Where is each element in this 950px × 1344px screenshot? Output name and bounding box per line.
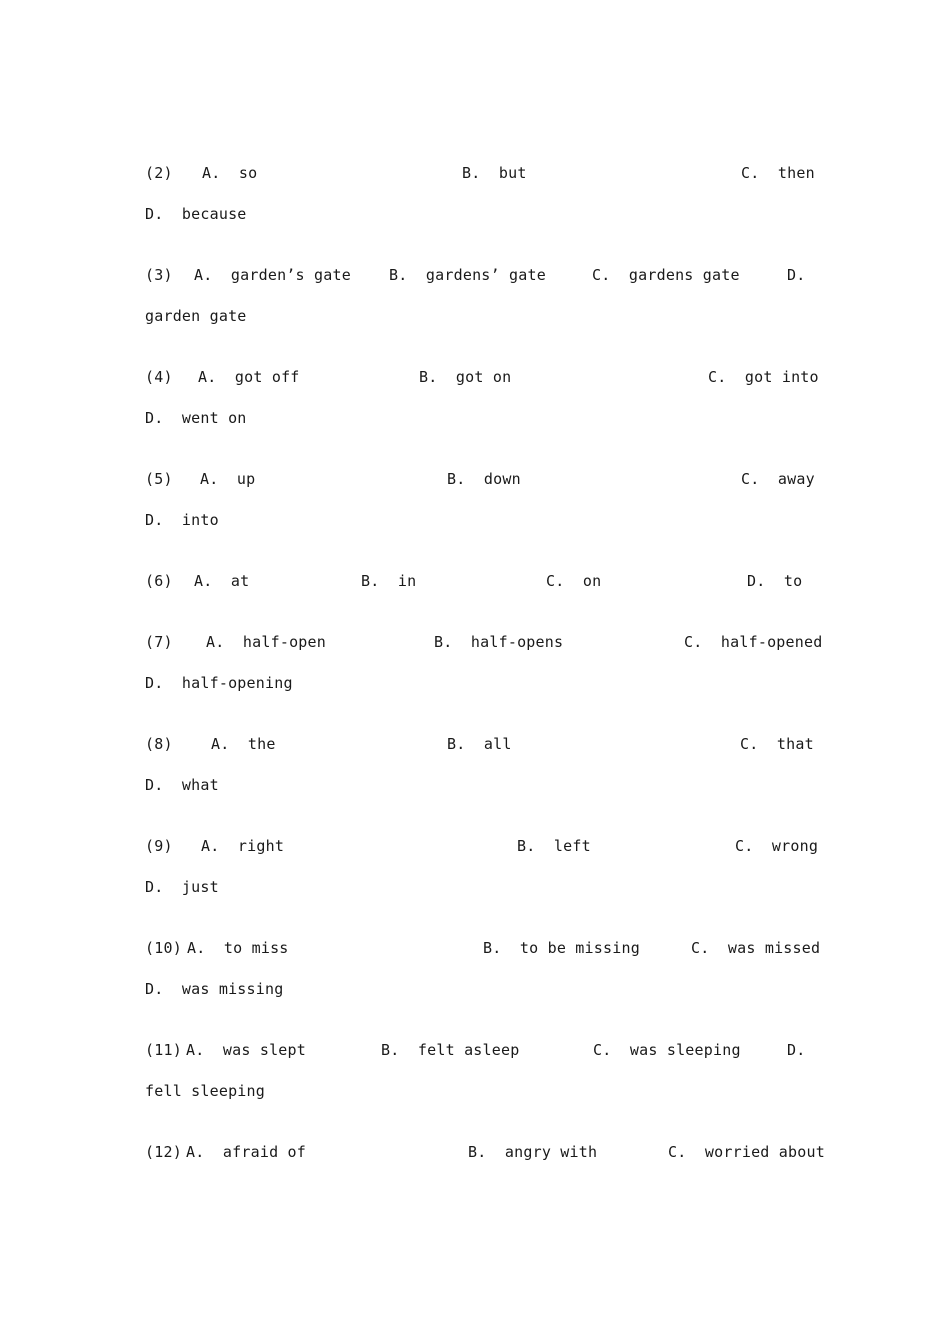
- option-d: D.: [787, 266, 806, 284]
- option-c: C. gardens gate: [592, 266, 740, 284]
- option-b: B. felt asleep: [381, 1041, 520, 1059]
- option-b: B. got on: [419, 368, 512, 386]
- question-number: (12): [145, 1143, 182, 1161]
- option-d: D. went on: [145, 409, 247, 427]
- option-c: C. got into: [708, 368, 819, 386]
- option-d-continued: fell sleeping: [145, 1082, 265, 1100]
- option-a: A. afraid of: [186, 1143, 306, 1161]
- option-d: D. to: [747, 572, 803, 590]
- option-c: C. on: [546, 572, 602, 590]
- option-c: C. away: [741, 470, 815, 488]
- option-b: B. down: [447, 470, 521, 488]
- question-number: (5): [145, 470, 173, 488]
- option-c: C. was sleeping: [593, 1041, 741, 1059]
- option-d-continued: garden gate: [145, 307, 247, 325]
- option-a: A. to miss: [187, 939, 289, 957]
- question-number: (7): [145, 633, 173, 651]
- option-a: A. right: [201, 837, 285, 855]
- option-a: A. at: [194, 572, 250, 590]
- option-d: D. what: [145, 776, 219, 794]
- question-number: (4): [145, 368, 173, 386]
- option-c: C. worried about: [668, 1143, 825, 1161]
- option-a: A. got off: [198, 368, 300, 386]
- question-number: (3): [145, 266, 173, 284]
- option-c: C. that: [740, 735, 814, 753]
- option-b: B. but: [462, 164, 527, 182]
- option-d: D.: [787, 1041, 806, 1059]
- option-b: B. in: [361, 572, 417, 590]
- option-b: B. left: [517, 837, 591, 855]
- option-a: A. up: [200, 470, 256, 488]
- option-d: D. because: [145, 205, 247, 223]
- option-b: B. all: [447, 735, 512, 753]
- option-a: A. was slept: [186, 1041, 306, 1059]
- question-number: (10): [145, 939, 182, 957]
- option-c: C. wrong: [735, 837, 819, 855]
- question-number: (8): [145, 735, 173, 753]
- option-a: A. so: [202, 164, 258, 182]
- option-a: A. the: [211, 735, 276, 753]
- option-c: C. was missed: [691, 939, 821, 957]
- option-d: D. into: [145, 511, 219, 529]
- option-d: D. just: [145, 878, 219, 896]
- option-a: A. garden’s gate: [194, 266, 351, 284]
- question-number: (11): [145, 1041, 182, 1059]
- option-b: B. half-opens: [434, 633, 564, 651]
- question-number: (6): [145, 572, 173, 590]
- question-number: (2): [145, 164, 173, 182]
- option-d: D. half-opening: [145, 674, 293, 692]
- option-b: B. to be missing: [483, 939, 640, 957]
- option-d: D. was missing: [145, 980, 284, 998]
- option-a: A. half-open: [206, 633, 326, 651]
- option-c: C. then: [741, 164, 815, 182]
- option-b: B. gardens’ gate: [389, 266, 546, 284]
- question-number: (9): [145, 837, 173, 855]
- option-b: B. angry with: [468, 1143, 598, 1161]
- option-c: C. half-opened: [684, 633, 823, 651]
